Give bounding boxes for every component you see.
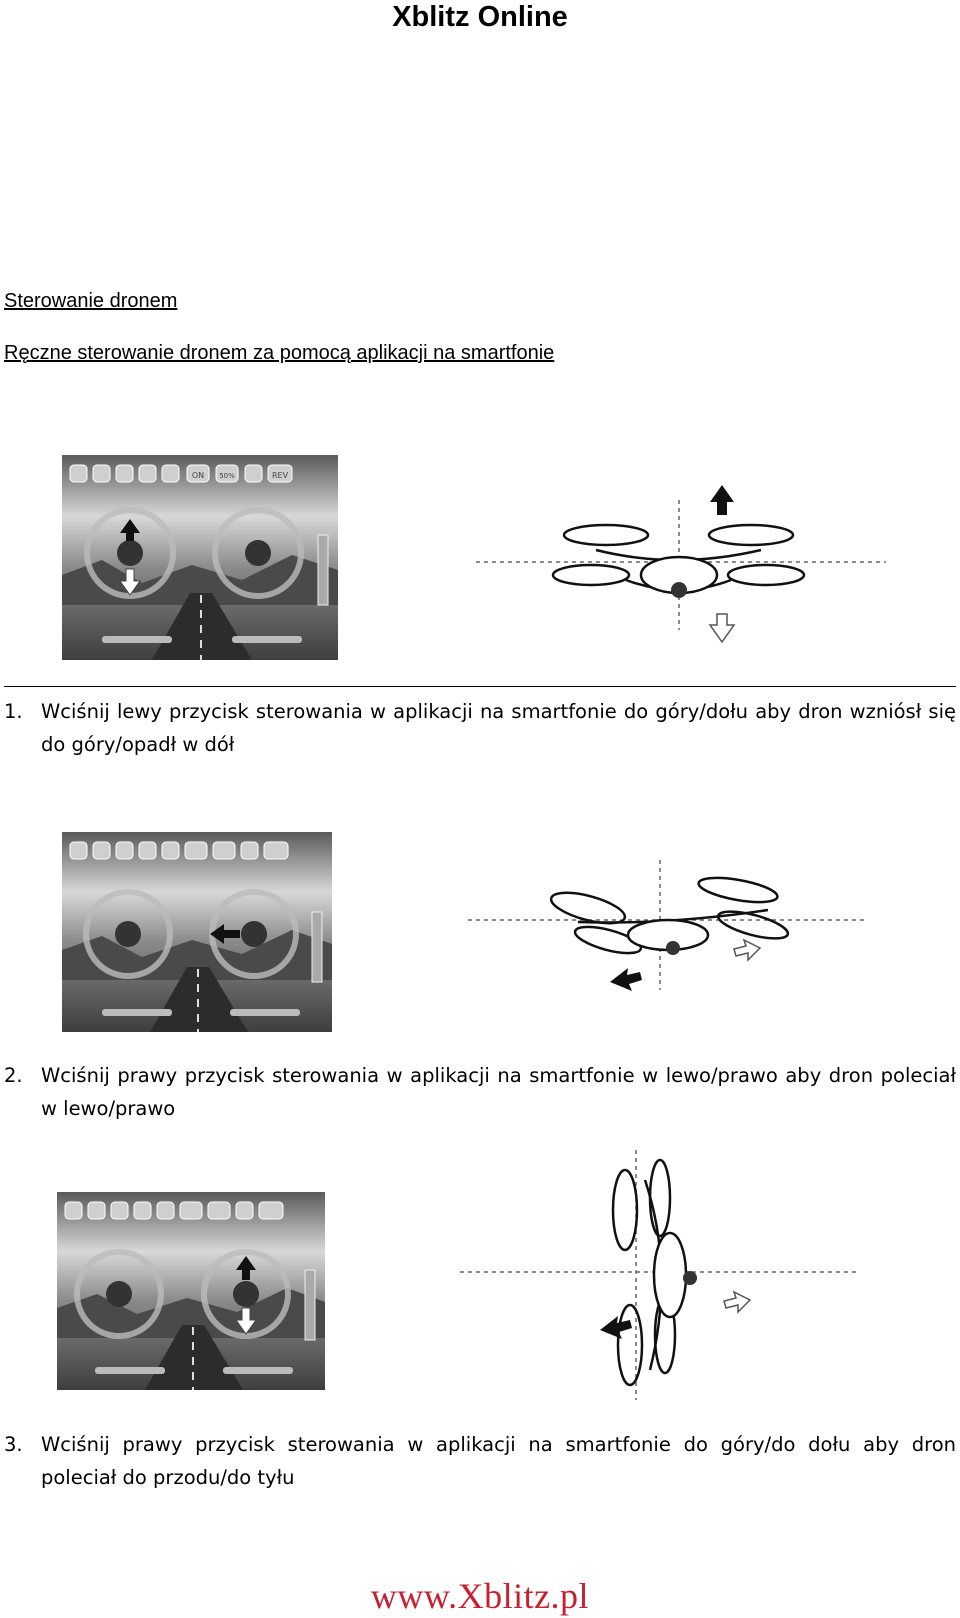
step-3 bbox=[4, 1428, 956, 1494]
step-text: Wciśnij prawy przycisk sterowania w aplikacji na smartfonie w lewo/prawo aby dron poleciał w lewo/prawo bbox=[41, 1064, 956, 1120]
rev-button-label: REV bbox=[271, 471, 289, 480]
speed-button-label: 50% bbox=[219, 472, 235, 480]
trim-bar-left bbox=[102, 636, 172, 643]
drone-illustration-1 bbox=[476, 480, 886, 650]
step-number: 1. bbox=[4, 700, 23, 723]
app-screenshot-1 bbox=[62, 455, 338, 660]
up-arrow-icon bbox=[710, 485, 734, 515]
on-button-label: ON bbox=[191, 471, 205, 480]
drone-illustration-3 bbox=[460, 1150, 860, 1400]
step-number: 3. bbox=[4, 1433, 23, 1456]
section-heading: Sterowanie dronem bbox=[4, 290, 178, 312]
left-arrow-icon bbox=[610, 968, 642, 991]
step-text: Wciśnij prawy przycisk sterowania w aplikacji na smartfonie do góry/do dołu aby dron poleciał do przodu/do tyłu bbox=[41, 1433, 956, 1489]
page-title: Xblitz Online bbox=[392, 1, 568, 33]
right-arrow-icon bbox=[734, 940, 760, 960]
down-arrow-icon bbox=[710, 614, 734, 642]
step-text: Wciśnij lewy przycisk sterowania w aplikacji na smartfonie do góry/dołu aby dron wzniósł się do góry/opadł w dół bbox=[41, 700, 956, 756]
trim-bar-right bbox=[232, 636, 302, 643]
step-1 bbox=[4, 695, 956, 761]
website-link[interactable]: www.Xblitz.pl bbox=[370, 1576, 590, 1616]
section-subheading: Ręczne sterowanie dronem za pomocą aplikacji na smartfonie bbox=[4, 342, 555, 364]
throttle-slider bbox=[318, 535, 328, 605]
drone-illustration-2 bbox=[468, 860, 868, 995]
right-arrow-icon bbox=[724, 1292, 750, 1312]
step-number: 2. bbox=[4, 1064, 23, 1087]
divider bbox=[4, 686, 956, 687]
step-2 bbox=[4, 1059, 956, 1125]
app-screenshot-2 bbox=[62, 832, 332, 1032]
app-screenshot-3 bbox=[57, 1192, 325, 1390]
left-arrow-icon bbox=[600, 1316, 632, 1339]
